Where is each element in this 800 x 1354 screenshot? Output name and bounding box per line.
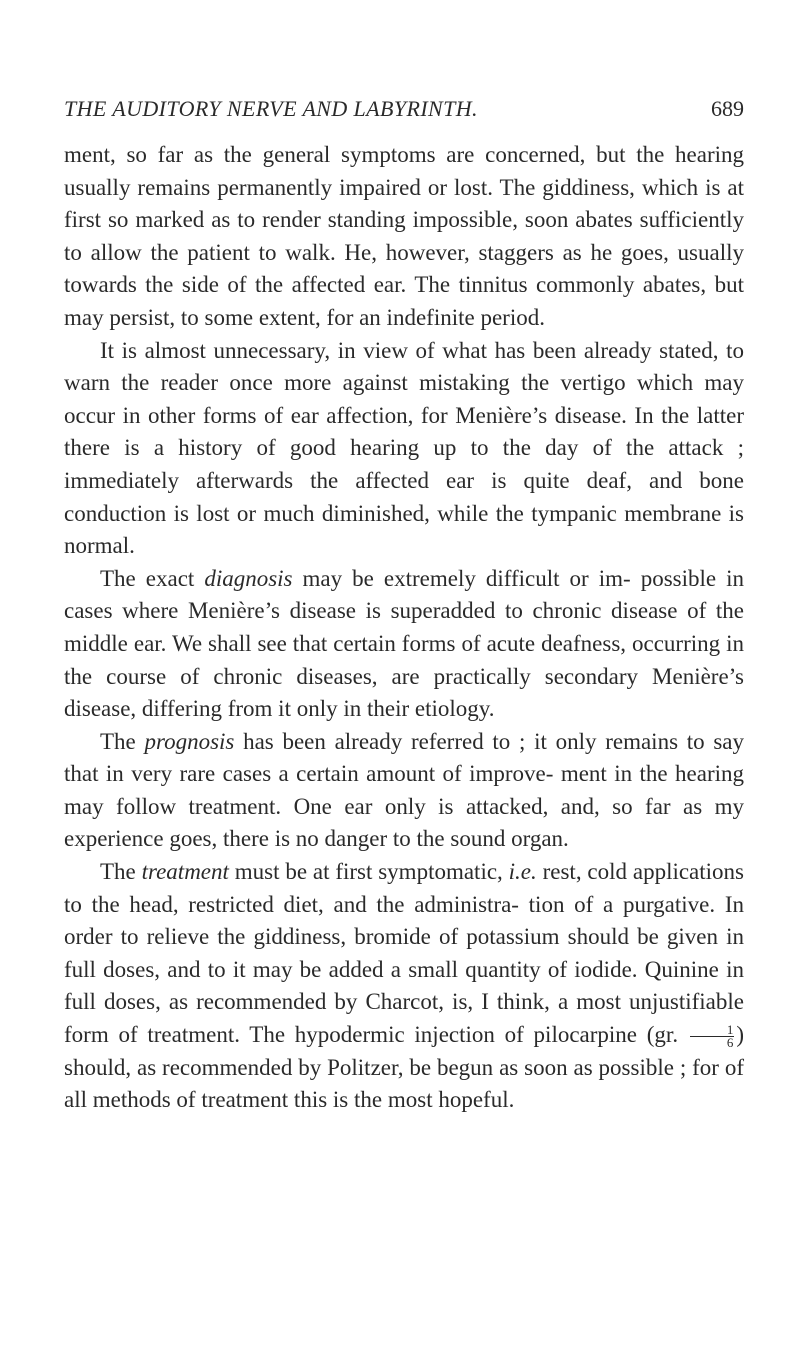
paragraph-4 (64, 726, 744, 856)
running-title: THE AUDITORY NERVE AND LABYRINTH. (64, 96, 478, 121)
fraction-numerator: 1 (690, 1024, 735, 1037)
paragraph-3-lead: The exact (100, 565, 205, 591)
paragraph-4-rest: has been already referred to ; it only remains to say that in very rare cases a certain amount of improve- ment in the hearing may follow treatment. One ear only is attacked, and, so far as my experience goes, there is no danger to the sound organ. (64, 728, 744, 852)
paragraph-5-lead: The (100, 859, 142, 885)
paragraph-5-end: ) should, as recommended by Politzer, be begun as soon as possible ; for of all methods of treatment this is the most hopeful. (64, 1022, 745, 1113)
fraction-one-sixth (690, 1024, 735, 1049)
paragraph-5-mid: must be at first symptomatic, (228, 859, 509, 885)
term-diagnosis: diagnosis (204, 565, 293, 591)
paragraph-2: It is almost unnecessary, in view of what has been already stated, to warn the reader once more against mistaking the vertigo which may occur in other forms of ear affection, for Menière’s disease. In the latter there is a history of good hearing up to the day of the attack ; immediately afterwards the affected ear is quite deaf, and bone conduction is lost or much diminished, while the tympanic membrane is normal. (64, 337, 744, 559)
abbrev-ie: i.e. (508, 859, 537, 885)
term-prognosis: prognosis (144, 728, 235, 754)
paragraph-1: ment, so far as the general symptoms are concerned, but the hearing usually remains permanently impaired or lost. The giddiness, which is at first so marked as to render standing impossible, soon abates sufficiently to allow the patient to walk. He, however, staggers as he goes, usually towards the side of the affected ear. The tinnitus commonly abates, but may persist, to some extent, for an indefinite period. (64, 142, 744, 330)
paragraph-5 (64, 856, 744, 1117)
fraction-denominator: 6 (726, 1035, 734, 1051)
paragraph-4-lead: The (100, 728, 145, 754)
body-text (64, 139, 744, 1117)
term-treatment: treatment (141, 859, 229, 885)
page-number: 689 (711, 96, 744, 121)
paragraph-5-text: rest, cold applications to the head, restricted diet, and the administra- tion of a purgative. In order to relieve the giddiness, bromide of potassium should be given in full doses, and to it may be added a small quantity of iodide. Quinine in full doses, as recommended by Charcot, is, I think, a most unjustifiable form of treatment. The hypodermic injection of pilocarpine (gr. (64, 859, 745, 1048)
paragraph-3 (64, 563, 744, 726)
paragraph-3-rest: may be extremely difficult or im- possible in cases where Menière’s disease is superadded to chronic disease of the middle ear. We shall see that certain forms of acute deafness, occurring in the course of chronic diseases, are practically secondary Menière’s disease, differing from it only in their etiology. (64, 565, 744, 722)
